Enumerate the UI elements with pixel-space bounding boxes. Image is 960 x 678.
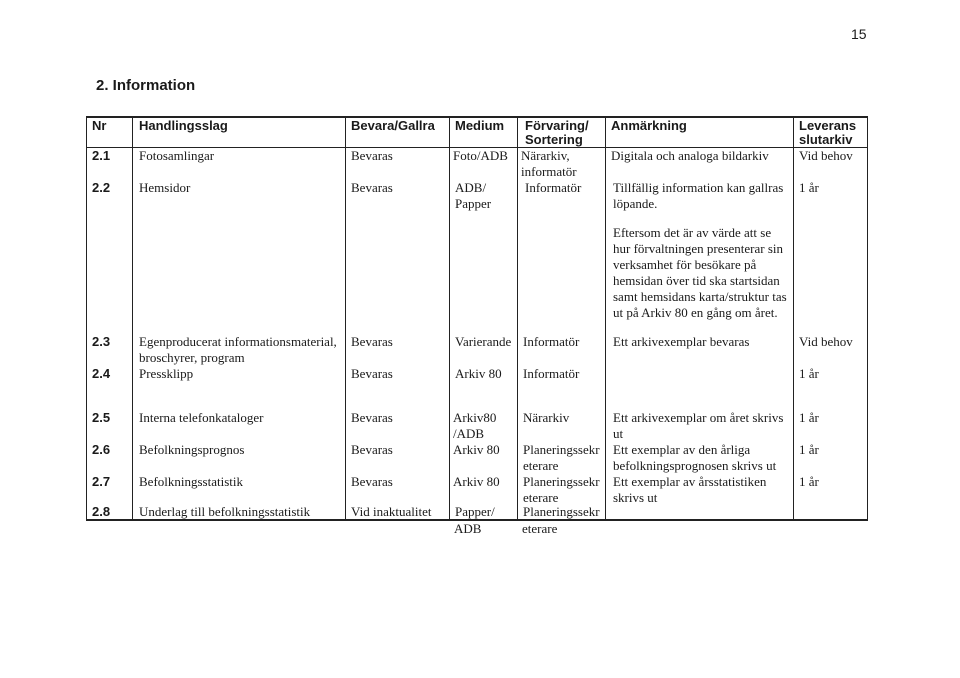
- row-2-2-note-6: ut på Arkiv 80 en gång om året.: [613, 305, 778, 320]
- row-2-2-leverans: 1 år: [799, 180, 819, 195]
- row-2-5-bevara: Bevaras: [351, 410, 393, 425]
- row-2-3-anmarkning: Ett arkivexemplar bevaras: [613, 334, 750, 349]
- header-sortering: Sortering: [525, 132, 583, 147]
- row-2-2-note-3: verksamhet för besökare på: [613, 257, 757, 272]
- column-divider: [517, 118, 518, 519]
- row-2-2-bevara: Bevaras: [351, 180, 393, 195]
- row-2-7-anmarkning-2: skrivs ut: [613, 490, 658, 505]
- row-2-3-forvaring: Informatör: [523, 334, 580, 349]
- row-2-3-handlingsslag: Egenproducerat informationsmaterial,: [139, 334, 337, 349]
- row-2-1-forvaring: Närarkiv,: [521, 148, 570, 163]
- row-2-7-forvaring: Planeringssekr: [523, 474, 600, 489]
- row-2-8-nr: 2.8: [92, 504, 111, 519]
- row-2-7-forvaring-2: eterare: [523, 490, 559, 505]
- row-2-4-medium: Arkiv 80: [455, 366, 502, 381]
- row-2-8-forvaring: Planeringssekr: [523, 504, 600, 519]
- row-2-3-handlingsslag-2: broschyrer, program: [139, 350, 245, 365]
- row-2-2-note-2: hur förvaltningen presenterar sin: [613, 241, 784, 256]
- header-leverans: Leverans: [799, 118, 857, 133]
- row-2-2-note-4: hemsidan över tid ska startsidan: [613, 273, 780, 288]
- row-2-6-handlingsslag: Befolkningsprognos: [139, 442, 245, 457]
- row-2-5-nr: 2.5: [92, 410, 111, 425]
- page-number: 15: [851, 26, 867, 42]
- row-2-7-handlingsslag: Befolkningsstatistik: [139, 474, 243, 489]
- row-2-8-forvaring-2: eterare: [522, 521, 558, 536]
- header-bevara-gallra: Bevara/Gallra: [351, 118, 435, 133]
- row-2-7-medium: Arkiv 80: [453, 474, 500, 489]
- header-medium: Medium: [455, 118, 505, 133]
- row-2-1-forvaring-2: informatör: [521, 164, 577, 179]
- row-2-4-forvaring: Informatör: [523, 366, 580, 381]
- row-2-3-leverans: Vid behov: [799, 334, 853, 349]
- row-2-7-nr: 2.7: [92, 474, 111, 489]
- section-title: 2. Information: [96, 77, 196, 94]
- row-2-3-medium: Varierande: [455, 334, 512, 349]
- row-2-6-medium: Arkiv 80: [453, 442, 500, 457]
- row-2-6-bevara: Bevaras: [351, 442, 393, 457]
- header-slutarkiv: slutarkiv: [799, 132, 853, 147]
- records-table: [86, 116, 868, 521]
- row-2-6-leverans: 1 år: [799, 442, 819, 457]
- row-2-2-medium: ADB/: [455, 180, 487, 195]
- row-2-4-bevara: Bevaras: [351, 366, 393, 381]
- row-2-1-medium: Foto/ADB: [453, 148, 508, 163]
- row-2-6-anmarkning-2: befolkningsprognosen skrivs ut: [613, 458, 777, 473]
- row-2-2-handlingsslag: Hemsidor: [139, 180, 191, 195]
- row-2-2-note-5: samt hemsidans karta/struktur tas: [613, 289, 787, 304]
- row-2-6-anmarkning: Ett exemplar av den årliga: [613, 442, 751, 457]
- row-2-6-nr: 2.6: [92, 442, 111, 457]
- row-2-1-handlingsslag: Fotosamlingar: [139, 148, 215, 163]
- column-divider: [605, 118, 606, 519]
- row-2-7-leverans: 1 år: [799, 474, 819, 489]
- row-2-2-anmarkning: Tillfällig information kan gallras: [613, 180, 784, 195]
- header-nr: Nr: [92, 118, 107, 133]
- row-2-2-nr: 2.2: [92, 180, 111, 195]
- row-2-5-leverans: 1 år: [799, 410, 819, 425]
- row-2-4-leverans: 1 år: [799, 366, 819, 381]
- row-2-2-forvaring: Informatör: [525, 180, 582, 195]
- row-2-2-note-1: Eftersom det är av värde att se: [613, 225, 772, 240]
- row-2-7-bevara: Bevaras: [351, 474, 393, 489]
- row-2-8-medium-2: ADB: [454, 521, 482, 536]
- row-2-1-leverans: Vid behov: [799, 148, 853, 163]
- row-2-8-bevara: Vid inaktualitet: [351, 504, 432, 519]
- row-2-5-medium-2: /ADB: [453, 426, 485, 441]
- header-handlingsslag: Handlingsslag: [139, 118, 228, 133]
- row-2-6-forvaring: Planeringssekr: [523, 442, 600, 457]
- row-2-3-nr: 2.3: [92, 334, 111, 349]
- row-2-5-anmarkning: Ett arkivexemplar om året skrivs: [613, 410, 784, 425]
- row-2-6-forvaring-2: eterare: [523, 458, 559, 473]
- column-divider: [132, 118, 133, 519]
- header-forvaring: Förvaring/: [525, 118, 589, 133]
- column-divider: [449, 118, 450, 519]
- row-2-2-medium-2: Papper: [455, 196, 492, 211]
- row-2-1-bevara: Bevaras: [351, 148, 393, 163]
- row-2-4-nr: 2.4: [92, 366, 111, 381]
- row-2-1-anmarkning: Digitala och analoga bildarkiv: [611, 148, 769, 163]
- row-2-8-medium: Papper/: [455, 504, 495, 519]
- header-anmarkning: Anmärkning: [611, 118, 687, 133]
- row-2-5-anmarkning-2: ut: [613, 426, 624, 441]
- row-2-8-handlingsslag: Underlag till befolkningsstatistik: [139, 504, 311, 519]
- row-2-7-anmarkning: Ett exemplar av årsstatistiken: [613, 474, 767, 489]
- row-2-1-nr: 2.1: [92, 148, 111, 163]
- row-2-5-forvaring: Närarkiv: [523, 410, 570, 425]
- row-2-4-handlingsslag: Pressklipp: [139, 366, 194, 381]
- row-2-5-medium: Arkiv80: [453, 410, 497, 425]
- column-divider: [793, 118, 794, 519]
- row-2-5-handlingsslag: Interna telefonkataloger: [139, 410, 264, 425]
- row-2-3-bevara: Bevaras: [351, 334, 393, 349]
- column-divider: [345, 118, 346, 519]
- row-2-2-anmarkning-2: löpande.: [613, 196, 658, 211]
